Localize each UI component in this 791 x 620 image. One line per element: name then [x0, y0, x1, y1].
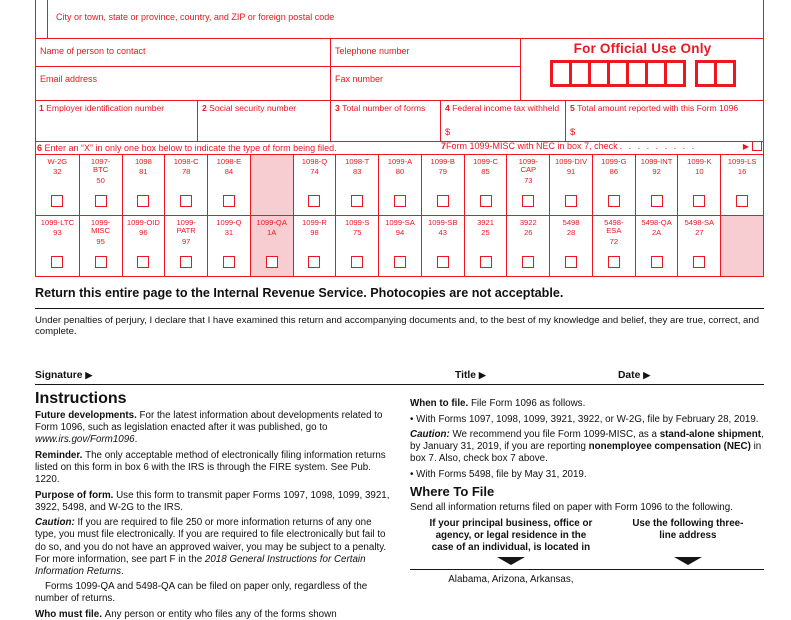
- form-type-code: 75: [353, 228, 362, 238]
- form-type-label: 1098-Q: [301, 157, 328, 166]
- form-type-label: 5498-ESA: [604, 218, 624, 236]
- entry-field-label: 1 Employer identification number: [39, 104, 165, 113]
- form-type-label: 5498-QA: [641, 218, 672, 227]
- form-type-checkbox[interactable]: [394, 195, 406, 207]
- form-type-label: 1098: [134, 157, 152, 166]
- table-col1-header: If your principal business, office or agency, or legal residence in the case of an individual, is located in: [429, 517, 593, 553]
- instructions-left-column: [35, 390, 392, 620]
- date-field[interactable]: [618, 370, 650, 381]
- form-type-checkbox[interactable]: [95, 256, 107, 268]
- text-run: Purpose of form.: [35, 489, 117, 501]
- instruction-paragraph: [410, 414, 764, 426]
- form-type-checkbox[interactable]: [266, 256, 278, 268]
- form-type-code: 83: [353, 167, 362, 177]
- form-type-checkbox[interactable]: [693, 195, 705, 207]
- instructions-right-paras: [410, 398, 764, 514]
- telephone-label: Telephone number: [335, 46, 410, 56]
- form-type-label: 1099-LTC: [40, 218, 74, 227]
- form-type-label: 1099-A: [387, 157, 413, 166]
- form-type-cell-w-2g: [36, 155, 79, 215]
- table-divider: [410, 569, 764, 570]
- form-type-cell-1099-oid: [122, 215, 165, 276]
- entry-field-label: 2 Social security number: [202, 104, 297, 113]
- form-type-checkbox[interactable]: [351, 256, 363, 268]
- form-type-checkbox[interactable]: [394, 256, 406, 268]
- form-type-cell-3921: [464, 215, 507, 276]
- form-type-label: 1099-G: [601, 157, 627, 166]
- form-type-checkbox[interactable]: [693, 256, 705, 268]
- form-type-label: 3921: [477, 218, 494, 227]
- box7-checkbox[interactable]: [752, 141, 762, 151]
- form-type-checkbox[interactable]: [522, 256, 534, 268]
- form-type-label: 1099-QA: [256, 218, 287, 227]
- form-type-cell-1098-q: [293, 155, 336, 215]
- text-run: If you are required to file 250 or more information returns of any one type, you must file electronically. If you are required to file electronically but fail to do so, and you do not have an approved waiver, you may be subject to a penalty. For more information, see part F in the: [35, 517, 387, 565]
- form-type-cell-1099-misc: [79, 215, 122, 276]
- form-type-checkbox[interactable]: [180, 256, 192, 268]
- form-type-code: 85: [481, 167, 490, 177]
- form-type-label: 1098-E: [216, 157, 242, 166]
- form-type-label: 1099-DIV: [555, 157, 588, 166]
- form-type-label: 1099-SB: [427, 218, 458, 227]
- form-type-cell-5498-qa: [635, 215, 678, 276]
- form-type-code: 92: [652, 167, 661, 177]
- form-type-checkbox[interactable]: [608, 256, 620, 268]
- entry-field-label: 4 Federal income tax withheld: [445, 104, 560, 113]
- form-type-checkbox[interactable]: [522, 195, 534, 207]
- text-run: For the latest information about developments related to Form 1096, such as legislation enacted after it was published, go to: [35, 410, 383, 434]
- form-type-grid: [35, 154, 764, 277]
- form-type-code: 91: [566, 167, 576, 177]
- signature-label: Signature: [35, 370, 83, 381]
- official-use-box: [664, 60, 686, 87]
- form-type-label: 1099-SA: [385, 218, 415, 227]
- title-field[interactable]: [455, 370, 486, 381]
- form-type-label: 5498: [562, 218, 580, 227]
- entry-field-label: 5 Total amount reported with this Form 1096: [570, 104, 739, 113]
- text-run: Caution:: [410, 429, 453, 441]
- form-type-label: 1099-R: [302, 218, 327, 227]
- instruction-paragraph: [410, 398, 764, 410]
- instructions-heading: Instructions: [35, 390, 127, 407]
- form-type-cell-empty: [720, 215, 763, 276]
- form-type-checkbox[interactable]: [437, 256, 449, 268]
- form-type-code: 80: [395, 167, 405, 177]
- contact-name-label: Name of person to contact: [40, 46, 146, 56]
- signature-line: [35, 384, 764, 385]
- form-type-checkbox[interactable]: [137, 195, 149, 207]
- form-type-checkbox[interactable]: [308, 195, 320, 207]
- form-type-code: 96: [139, 228, 148, 238]
- text-run: 2018 General Instructions for Certain Information Returns: [35, 553, 366, 577]
- box7-number: 7: [441, 141, 447, 151]
- text-run: .: [134, 434, 138, 446]
- table-header-row: [410, 518, 764, 554]
- form-type-code: 26: [524, 228, 533, 238]
- form-type-cell-1099-sa: [378, 215, 421, 276]
- date-label: Date: [618, 370, 641, 381]
- form-type-label: 1099-LS: [727, 157, 757, 166]
- box6-number: 6: [37, 143, 45, 153]
- text-run: stand-alone shipment: [659, 429, 761, 441]
- text-run: Any person or entity who files any of the forms shown: [104, 609, 337, 620]
- form-type-checkbox[interactable]: [437, 195, 449, 207]
- form-type-label: 5498-SA: [684, 218, 715, 227]
- text-run: .: [121, 565, 124, 577]
- form-type-cell-1099-sb: [421, 215, 464, 276]
- form-type-cell-5498: [549, 215, 592, 276]
- form-type-checkbox[interactable]: [565, 195, 577, 207]
- form-type-cell-1098-c: [164, 155, 207, 215]
- instruction-paragraph: [410, 429, 764, 465]
- form-type-label: 1099-CAP: [518, 157, 538, 175]
- form-type-code: 27: [695, 228, 704, 238]
- form-type-checkbox[interactable]: [651, 195, 663, 207]
- form-type-code: 86: [609, 167, 619, 177]
- form-type-cell-1099-ltc: [36, 215, 79, 276]
- form-type-label: 1098-T: [345, 157, 370, 166]
- form-type-checkbox[interactable]: [223, 256, 235, 268]
- form-type-code: 79: [438, 167, 447, 177]
- form-type-code: 74: [310, 167, 319, 177]
- instruction-paragraph: [35, 410, 392, 446]
- right-arrow-icon: ▶: [742, 141, 749, 151]
- instruction-paragraph: [35, 609, 392, 620]
- table-arrow-row: [410, 557, 764, 565]
- text-run: in box 7. Also, check box 7 above.: [410, 441, 762, 465]
- fax-label: Fax number: [335, 74, 384, 84]
- official-use-area: [521, 38, 764, 100]
- text-run: Who must file.: [35, 609, 105, 620]
- form-type-cell-1099-patr: [164, 215, 207, 276]
- form-type-cell-1099-b: [421, 155, 464, 215]
- down-arrow-icon: [497, 557, 525, 565]
- box6-instruction: [37, 143, 337, 153]
- text-run: Reminder.: [35, 449, 86, 461]
- form-type-label: 1099-OID: [126, 218, 160, 227]
- form-type-label: W-2G: [47, 157, 68, 166]
- entry-field-4[interactable]: [440, 100, 565, 141]
- form-type-code: 32: [53, 167, 62, 177]
- instructions-left-paras: [35, 410, 392, 620]
- amount-fields-row: [35, 100, 764, 141]
- form-type-checkbox[interactable]: [651, 256, 663, 268]
- entry-field-label: 3 Total number of forms: [335, 104, 426, 113]
- form-type-cell-1099-k: [677, 155, 720, 215]
- form-type-label: 1099-PATR: [176, 218, 196, 236]
- form-type-label: 1099-INT: [640, 157, 673, 166]
- fax-field[interactable]: [330, 66, 520, 100]
- form-type-cell-1099-int: [635, 155, 678, 215]
- form-type-checkbox[interactable]: [608, 195, 620, 207]
- box6-text: Enter an “X” in only one box below to indicate the type of form being filed.: [44, 143, 337, 153]
- form-type-label: 1099-C: [473, 157, 498, 166]
- form-type-label: 1098-C: [173, 157, 199, 166]
- text-run: Send all information returns filed on paper with Form 1096 to the following.: [410, 502, 733, 514]
- form-type-checkbox[interactable]: [351, 195, 363, 207]
- form-type-code: 50: [96, 175, 105, 185]
- text-run: Future developments.: [35, 410, 140, 422]
- text-run: nonemployee compensation (NEC): [588, 441, 751, 453]
- text-run: , by January 31, 2019, if you are reporting: [410, 429, 764, 453]
- form-type-cell-1099-ls: [720, 155, 763, 215]
- form-type-code: 73: [524, 175, 533, 185]
- form-type-code: 97: [181, 236, 191, 246]
- right-arrow-icon: ▶: [643, 370, 651, 380]
- box7-instruction: [441, 141, 762, 151]
- email-label: Email address: [40, 74, 98, 84]
- text-run: We recommend you file Form 1099-MISC, as a: [452, 429, 660, 441]
- telephone-field[interactable]: [330, 38, 520, 66]
- form-type-cell-1098: [122, 155, 165, 215]
- text-run: Caution:: [35, 517, 78, 529]
- form-type-checkbox[interactable]: [308, 256, 320, 268]
- dot-leader: . . . . . . . . .: [619, 141, 697, 151]
- form-type-cell-1099-r: [293, 215, 336, 276]
- text-run: When to file.: [410, 398, 471, 409]
- instructions-right-column: [410, 398, 764, 586]
- form-type-label: 1099-S: [344, 218, 370, 227]
- form-type-cell-1099-q: [207, 215, 250, 276]
- official-use-box: [714, 60, 736, 87]
- form-type-cell-1099-s: [335, 215, 378, 276]
- title-label: Title: [455, 370, 476, 381]
- where-to-file-table: [410, 518, 764, 586]
- form-type-code: 28: [566, 228, 576, 238]
- currency-symbol: $: [570, 127, 576, 138]
- form-type-cell-5498-esa: [592, 215, 635, 276]
- instruction-paragraph: [410, 469, 764, 481]
- form-type-checkbox[interactable]: [736, 195, 748, 207]
- entry-field-5[interactable]: [565, 100, 764, 141]
- form-type-checkbox[interactable]: [51, 195, 63, 207]
- form-type-cell-1099-c: [464, 155, 507, 215]
- form-type-checkbox[interactable]: [180, 195, 192, 207]
- form-type-code: 94: [395, 228, 405, 238]
- form-type-checkbox[interactable]: [137, 256, 149, 268]
- table-row: Alabama, Arizona, Arkansas,: [448, 574, 574, 586]
- city-field[interactable]: [47, 0, 764, 38]
- entry-field-3[interactable]: [330, 100, 440, 141]
- down-arrow-icon: [674, 557, 702, 565]
- form-type-code: 25: [481, 228, 490, 238]
- instruction-paragraph: [35, 490, 392, 514]
- email-field[interactable]: [35, 66, 330, 100]
- text-run: Where To File: [410, 484, 495, 500]
- form-type-cell-1098-t: [335, 155, 378, 215]
- form-type-label: 1099-K: [687, 157, 712, 166]
- form-type-label: 1099-B: [430, 157, 455, 166]
- form-type-cell-1099-div: [549, 155, 592, 215]
- form-type-code: 31: [224, 228, 234, 238]
- form-type-label: 3922: [519, 218, 537, 227]
- text-run: Forms 1099-QA and 5498-QA can be filed on paper only, regardless of the number of returns.: [35, 581, 368, 605]
- form-type-code: 93: [53, 228, 62, 238]
- section-heading: [410, 486, 764, 498]
- form-type-code: 78: [181, 167, 191, 177]
- currency-symbol: $: [445, 127, 451, 138]
- official-use-box-group: [550, 60, 686, 87]
- form-type-cell-1097-btc: [79, 155, 122, 215]
- form-type-checkbox[interactable]: [480, 256, 492, 268]
- box7-text: Form 1099-MISC with NEC in box 7, check: [446, 141, 618, 151]
- form-type-code: 95: [96, 236, 105, 246]
- text-run: File Form 1096 as follows.: [470, 398, 586, 409]
- form-type-checkbox[interactable]: [223, 195, 235, 207]
- form-type-checkbox[interactable]: [95, 195, 107, 207]
- form-type-label: 1099-MISC: [90, 218, 111, 236]
- form-type-code: 72: [609, 236, 619, 246]
- text-run: • With Forms 5498, file by May 31, 2019.: [410, 468, 587, 480]
- text-run: The only acceptable method of electronically filing information returns listed on this form in box 6 with the IRS is through the FIRE system. See Pub. 1220.: [35, 449, 386, 486]
- form-type-code: 81: [139, 167, 148, 177]
- instruction-paragraph: [35, 450, 392, 486]
- form-type-cell-1099-qa: [250, 215, 293, 276]
- contact-name-field[interactable]: [35, 38, 330, 66]
- perjury-statement: Under penalties of perjury, I declare that I have examined this return and accompanying documents and, to the best of my knowledge and belief, they are true, correct, and complete.: [35, 315, 760, 338]
- form-type-checkbox[interactable]: [480, 195, 492, 207]
- form-type-label: 1097-BTC: [90, 157, 111, 175]
- form-type-cell-1098-e: [207, 155, 250, 215]
- form-type-label: 1099-Q: [216, 218, 242, 227]
- instruction-paragraph: [35, 581, 392, 605]
- text-run: www.irs.gov/Form1096: [35, 434, 135, 446]
- form-type-code: 16: [737, 167, 747, 177]
- official-use-boxes: [521, 60, 764, 87]
- form-type-cell-1099-g: [592, 155, 635, 215]
- form-type-code: 98: [310, 228, 319, 238]
- instruction-paragraph: [35, 517, 392, 577]
- instruction-paragraph: [410, 502, 764, 514]
- form-type-cell-5498-sa: [677, 215, 720, 276]
- form-type-code: 43: [438, 228, 447, 238]
- right-arrow-icon: ▶: [85, 370, 93, 380]
- form-type-code: 2A: [651, 228, 662, 238]
- entry-field-1[interactable]: [35, 100, 197, 141]
- form-type-cell-3922: [506, 215, 549, 276]
- table-col2-header: Use the following three-line address: [632, 517, 744, 541]
- city-field-label: City or town, state or province, country, and ZIP or foreign postal code: [56, 12, 335, 22]
- form-type-checkbox[interactable]: [51, 256, 63, 268]
- official-use-box-group: [695, 60, 736, 87]
- text-run: Use this form to transmit paper Forms 1097, 1098, 1099, 3921, 3922, 5498, and W-2G to the IRS.: [35, 489, 390, 513]
- entry-field-2[interactable]: [197, 100, 330, 141]
- return-notice: Return this entire page to the Internal Revenue Service. Photocopies are not acceptable.: [35, 286, 564, 300]
- form-type-checkbox[interactable]: [565, 256, 577, 268]
- form-type-cell-1099-cap: [506, 155, 549, 215]
- form-type-code: 1A: [267, 228, 277, 238]
- text-run: • With Forms 1097, 1098, 1099, 3921, 3922, or W-2G, file by February 28, 2019.: [410, 413, 759, 425]
- form-type-cell-1099-a: [378, 155, 421, 215]
- form-type-code: 84: [224, 167, 234, 177]
- form-type-code: 10: [695, 167, 704, 177]
- right-arrow-icon: ▶: [478, 370, 486, 380]
- signature-field[interactable]: [35, 370, 92, 381]
- official-use-title: For Official Use Only: [573, 41, 712, 56]
- form-type-cell-empty: [250, 155, 293, 215]
- divider: [35, 308, 764, 309]
